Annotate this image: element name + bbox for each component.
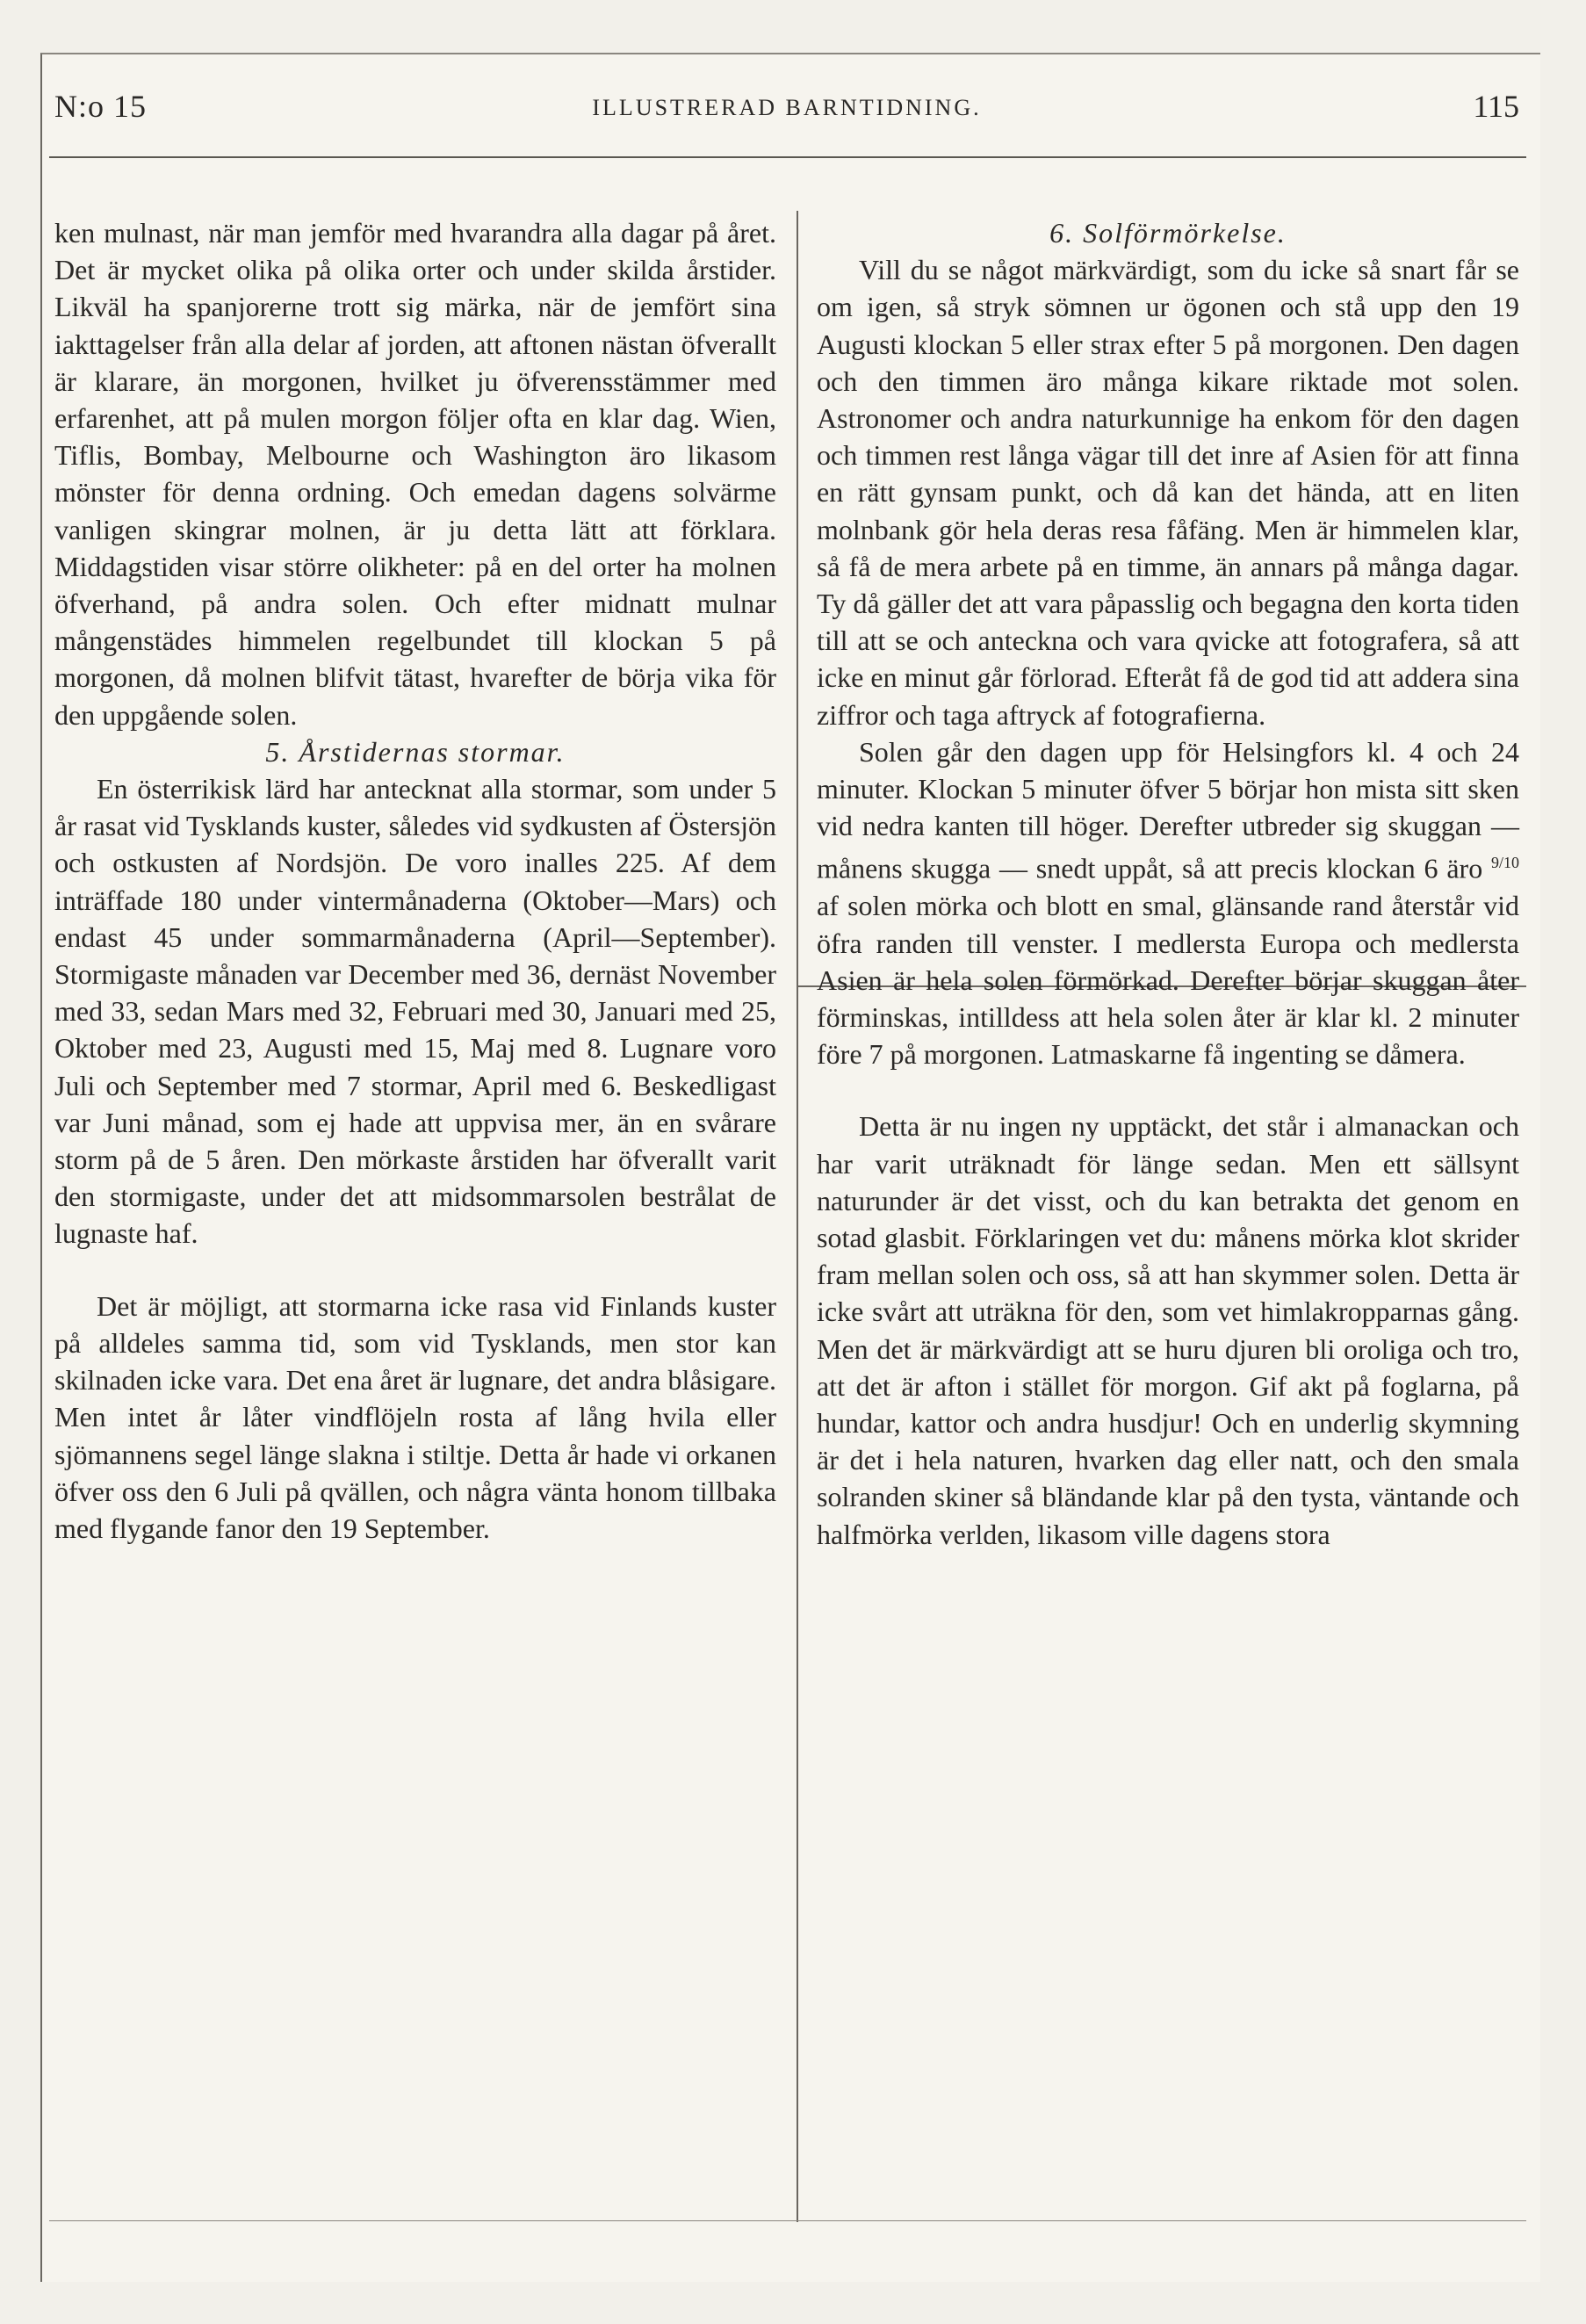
paragraph: Det är möjligt, att stormarna icke rasa vid Finlands kuster på alldeles samma tid, som vid Tysklands, men stor kan skilnaden icke vara. Det ena året är lugnare, det andra blåsigare. Men intet år låter vindflöjeln rosta af lång hvila eller sjömannens segel länge slakna i stiltje. Detta år hade vi orkanen öfver oss den 6 Juli på qvällen, och några vänta honom tillbaka med flygande fanor den 19 September. [54, 1289, 776, 1544]
paragraph [817, 733, 1519, 1072]
section-heading: 5. Årstidernas stormar. [265, 735, 566, 768]
footer-rule [49, 2220, 1526, 2221]
paragraph-gap [54, 1252, 776, 1288]
section-heading: 6. Solförmörkelse. [1049, 217, 1287, 249]
left-column [54, 214, 776, 1547]
issue-number: N:o 15 [54, 89, 147, 124]
page-number: 115 [1473, 89, 1519, 124]
column-divider [797, 211, 798, 2222]
paragraph-gap [817, 1072, 1519, 1108]
paragraph: En österrikisk lärd har antecknat alla stormar, som under 5 år rasat vid Tysklands kuster, således vid sydkusten af Östersjön och ostkusten af Nordsjön. De voro inalles 225. Af dem inträffade 180 under vintermånaderna (Oktober—Mars) och endast 45 under sommarmånaderna (April—September). Stormigaste månaden var December med 36, dernäst November med 33, sedan Mars med 32, Februari med 30, Januari med 25, Oktober med 23, Augusti med 15, Maj med 8. Lugnare voro Juli och September med 7 stormar, April med 6. Beskedligast var Juni månad, som ej hade att uppvisa mer, än en svårare storm på de 5 åren. Den mörkaste årstiden har öfverallt varit den stormigaste, under det att midsommarsolen bestrålat de lugnaste haf. [54, 773, 776, 1250]
fraction: 9/10 [1490, 854, 1519, 872]
right-column [817, 214, 1519, 1553]
page-header [49, 88, 1525, 132]
paragraph-text: af solen mörka och blott en smal, glänsande rand återstår vid öfra randen till venster. I medlersta Europa och medlersta Asien är hela solen förmörkad. Derefter börjar skuggan åter förminskas, intilldess att hela solen åter är klar kl. 2 minuter före 7 på morgonen. Latmaskarne få ingenting se dåmera. [817, 890, 1519, 1071]
header-rule [49, 156, 1526, 158]
paragraph: Detta är nu ingen ny upptäckt, det står i almanackan och har varit uträknadt för länge sedan. Men ett sällsynt naturunder är det visst, och du kan betrakta det genom en sotad glasbit. Förklaringen vet du: månens mörka klot skrider fram mellan solen och oss, så att han skymmer solen. Detta är icke svårt att uträkna för den, som vet himlakropparnas gång. Men det är märkvärdigt att se huru djuren bli oroliga och tro, att det är afton i stället för morgon. Gif akt på foglarna, på hundar, kattor och andra husdjur! Och en underlig skymning är det i hela naturen, hvarken dag eller natt, och den smala solranden skiner så bländande klar på den tysta, väntande och halfmörka verlden, likasom ville dagens stora [817, 1110, 1519, 1550]
paragraph-text: Solen går den dagen upp för Helsingfors kl. 4 och 24 minuter. Klockan 5 minuter öfver 5 börjar hon mista sitt sken vid nedra kanten till höger. Derefter utbreder sig skuggan — månens skugga — snedt uppåt, så att precis klockan 6 äro [817, 735, 1519, 885]
paragraph: ken mulnast, när man jemför med hvarandra alla dagar på året. Det är mycket olika på olika orter och under skilda årstider. Likväl ha spanjorerne trott sig märka, när de jemfört sina iakttagelser från alla delar af jorden, att aftonen nästan öfverallt är klarare, än morgonen, hvilket ju öfverensstämmer med erfarenhet, att på mulen morgon följer ofta en klar dag. Wien, Tiflis, Bombay, Melbourne och Washington äro likasom mönster för denna ordning. Och emedan dagens solvärme vanligen skingrar molnen, är ju detta lätt att förklara. Middagstiden visar större olikheter: på en del orter ha molnen öfverhand, på andra solen. Och efter midnatt mulnar mångenstädes himmelen regelbundet till klockan 5 på morgonen, då molnen blifvit tätast, hvarefter de börja vika för den uppgående solen. [54, 217, 776, 731]
publication-title: ILLUSTRERAD BARNTIDNING. [592, 95, 982, 120]
paragraph: Vill du se något märkvärdigt, som du icke så snart får se om igen, så stryk sömnen ur ögonen och stå upp den 19 Augusti klockan 5 eller strax efter 5 på morgonen. Den dagen och den timmen äro många kikare riktade mot solen. Astronomer och andra naturkunnige ha enkom för den dagen och timmen rest långa vägar till det inre af Asien för att finna en rätt gynsam punkt, och då kan det hända, att en liten molnbank gör hela deras resa fåfäng. Men är himmelen klar, så få de mera arbete på en timme, än annars på många dagar. Ty då gäller det att vara påpasslig och begagna den korta tiden till att se och anteckna och vara qvicke att fotografera, så att icke en minut går förlorad. Efteråt få de god tid att addera sina ziffror och taga aftryck af fotografierna. [817, 254, 1519, 731]
